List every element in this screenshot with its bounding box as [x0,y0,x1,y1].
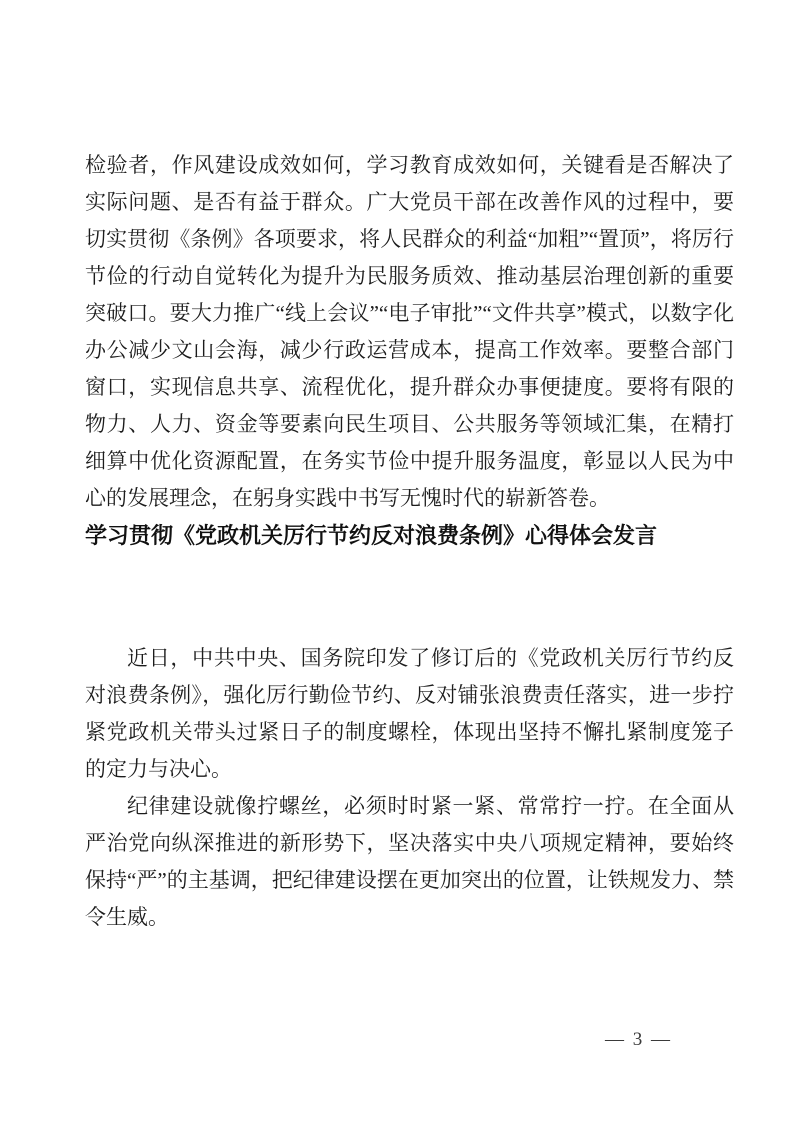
section-heading: 学习贯彻《党政机关厉行节约反对浪费条例》心得体会发言 [85,523,658,548]
paragraph: 纪律建设就像拧螺丝，必须时时紧一紧、常常拧一拧。在全面从严治党向纵深推进的新形势下，坚决落实中央八项规定精神，要始终保持“严”的主基调，把纪律建设摆在更加突出的位置，让铁规发力、禁令生威。 [85,794,734,929]
paragraph-continued: 检验者，作风建设成效如何，学习教育成效如何，关键看是否解决了实际问题、是否有益于群众。广大党员干部在改善作风的过程中，要切实贯彻《条例》各项要求，将人民群众的利益“加粗”“置顶”，将厉行节俭的行动自觉转化为提升为民服务质效、推动基层治理创新的重要突破口。要大力推广“线上会议”“电子审批”“文件共享”模式，以数字化办公减少文山会海，减少行政运营成本，提高工作效率。要整合部门窗口，实现信息共享、流程优化，提升群众办事便捷度。要将有限的物力、人力、资金等要素向民生项目、公共服务等领域汇集，在精打细算中优化资源配置，在务实节俭中提升服务温度，彰显以人民为中心的发展理念，在躬身实践中书写无愧时代的崭新答卷。 [85,153,734,510]
paragraph: 近日，中共中央、国务院印发了修订后的《党政机关厉行节约反对浪费条例》，强化厉行勤俭节约、反对铺张浪费责任落实，进一步拧紧党政机关带头过紧日子的制度螺栓，体现出坚持不懈扎紧制度笼子的定力与决心。 [85,646,734,781]
page-number: — 3 — [605,1029,672,1050]
document-content [85,147,734,936]
